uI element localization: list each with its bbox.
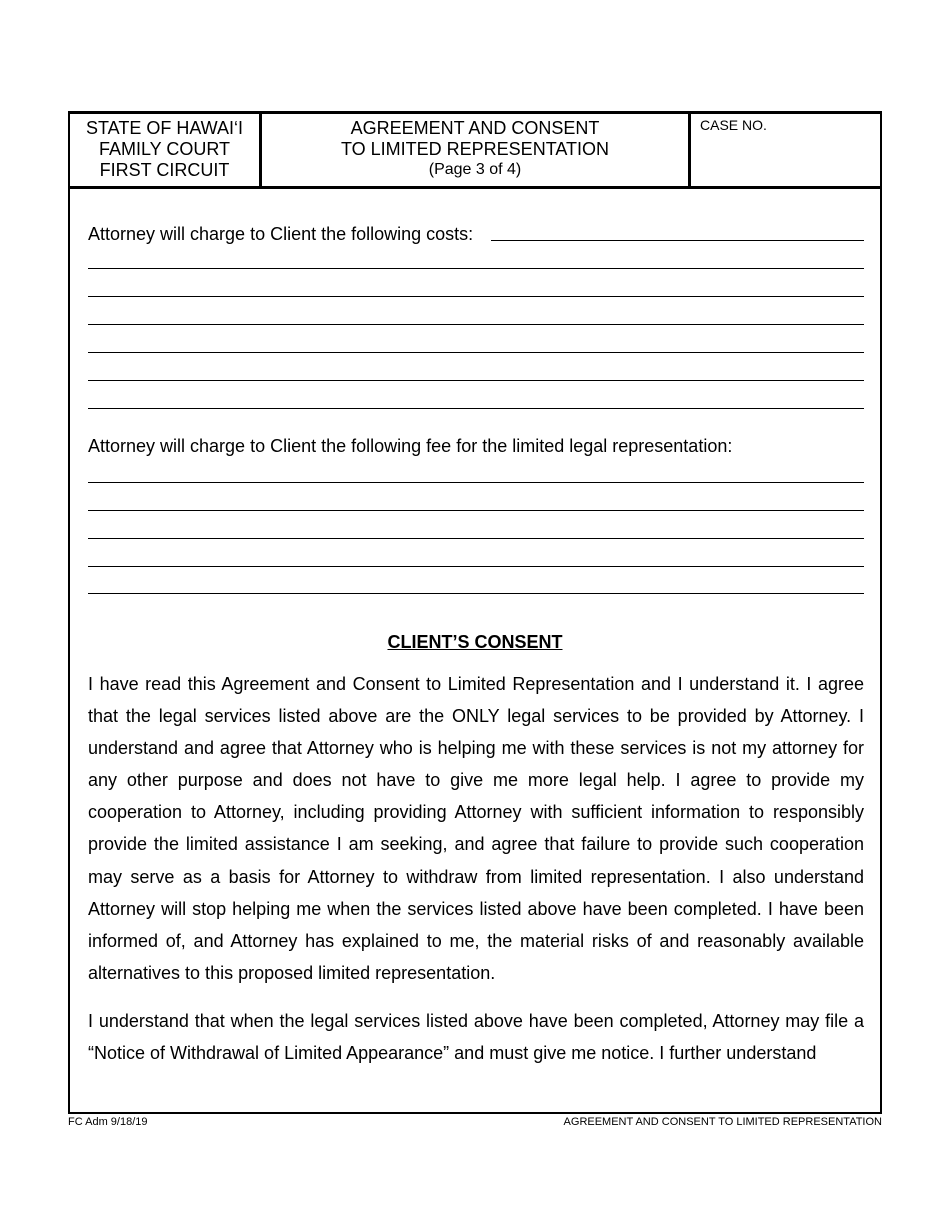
fee-label: Attorney will charge to Client the following fee for the limited legal representation: (88, 436, 733, 456)
case-number-box[interactable] (691, 114, 880, 186)
fee-field-line[interactable] (88, 482, 864, 483)
fee-field-line[interactable] (88, 538, 864, 539)
costs-field-line[interactable] (88, 324, 864, 325)
court-line-circuit: FIRST CIRCUIT (99, 160, 230, 180)
court-line-court: FAMILY COURT (98, 139, 231, 159)
consent-title (70, 632, 880, 653)
costs-field-line[interactable] (88, 296, 864, 297)
consent-paragraph-1: I have read this Agreement and Consent to Limited Representation and I understand it. I agree that the legal services listed above are the ONLY legal services to be provided by Attorney. I understand and agree that Attorney who is helping me with these services is not my attorney for any other purpose and does not have to give me more legal help. I agree to provide my cooperation to Attorney, including providing Attorney with sufficient information to responsibly provide the limited assistance I am seeking, and agree that failure to provide such cooperation may serve as a basis for Attorney to withdraw from limited representation. I also understand Attorney will stop helping me when the services listed above have been completed. I have been informed of, and Attorney has explained to me, the material risks of and reasonably available alternatives to this proposed limited representation. (88, 674, 864, 983)
form-title-line2: TO LIMITED REPRESENTATION (340, 139, 610, 159)
form-header (70, 114, 880, 189)
fee-field-line[interactable] (88, 510, 864, 511)
court-info (70, 114, 262, 186)
form-title (262, 114, 691, 186)
form-code: FC Adm 9/18/19 (68, 1116, 148, 1128)
costs-field-line[interactable] (88, 268, 864, 269)
consent-title-text: CLIENT’S CONSENT (387, 632, 563, 652)
costs-field-line[interactable] (491, 240, 864, 241)
fee-field-line[interactable] (88, 566, 864, 567)
costs-field-line[interactable] (88, 352, 864, 353)
footer-title: AGREEMENT AND CONSENT TO LIMITED REPRESENTATION (563, 1116, 882, 1128)
fee-field-line[interactable] (88, 593, 864, 594)
court-line-state: STATE OF HAWAI‘I (86, 118, 243, 138)
costs-field-line[interactable] (88, 408, 864, 409)
form-page (68, 111, 882, 1114)
case-number-label: CASE NO. (700, 117, 767, 133)
costs-label: Attorney will charge to Client the following costs: (88, 224, 474, 244)
consent-paragraph-2: I understand that when the legal services listed above have been completed, Attorney may file a “Notice of Withdrawal of Limited Appearance” and must give me notice. I further understand (88, 1011, 864, 1064)
page-label: (Page 3 of 4) (428, 161, 522, 178)
form-title-line1: AGREEMENT AND CONSENT (350, 118, 600, 138)
costs-field-line[interactable] (88, 380, 864, 381)
